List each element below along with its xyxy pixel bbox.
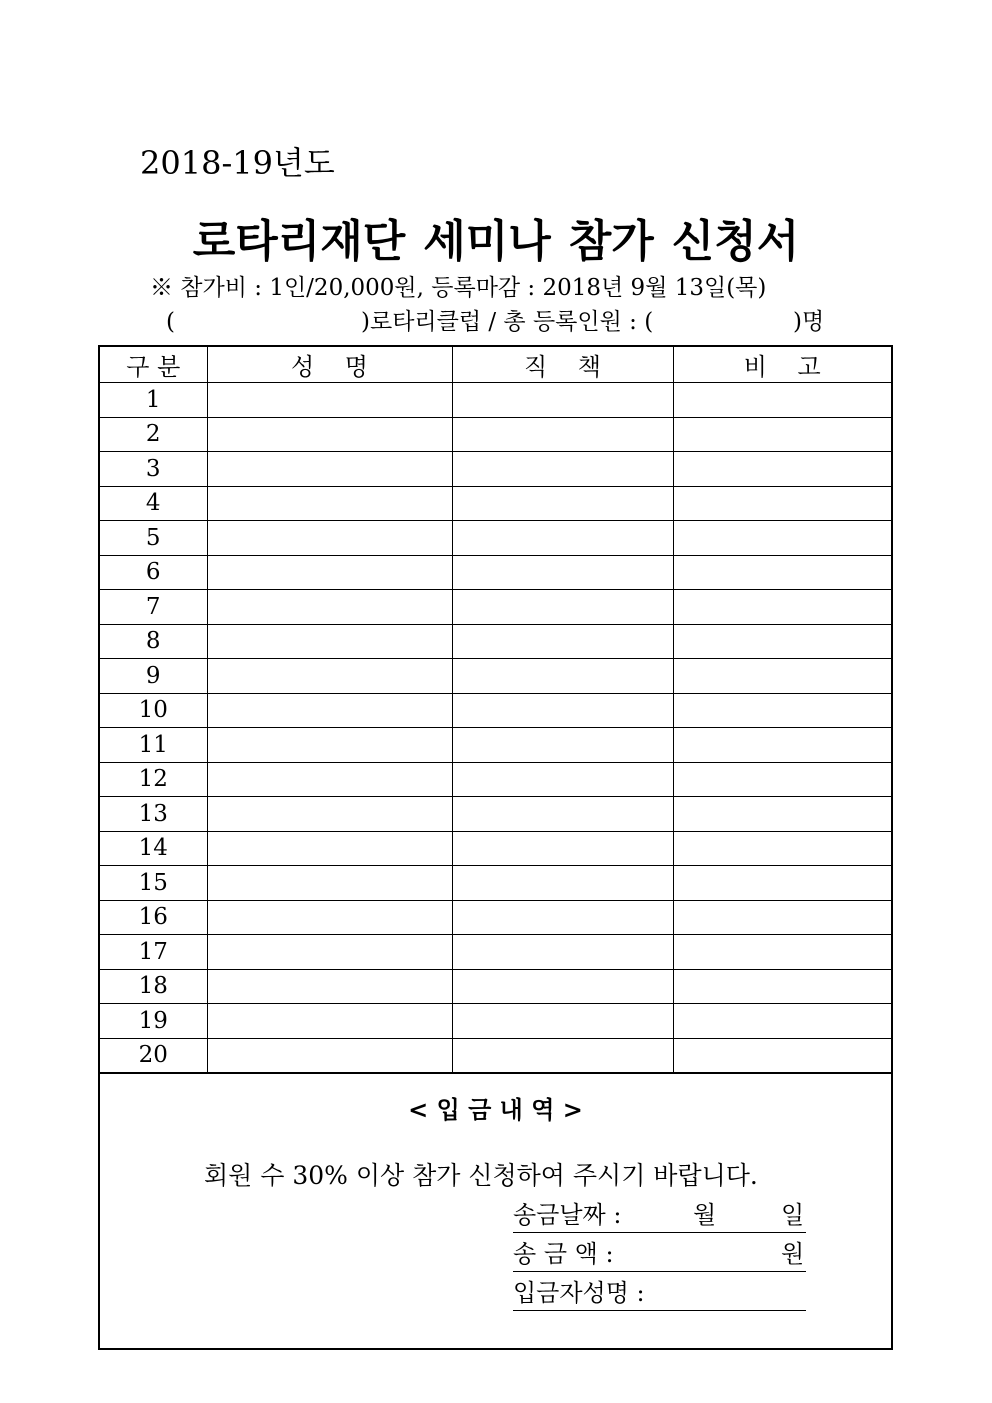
name-cell[interactable] <box>207 728 452 763</box>
remarks-cell[interactable] <box>673 693 891 728</box>
transfer-month-unit: 월 <box>693 1201 717 1229</box>
position-cell[interactable] <box>452 935 673 970</box>
remarks-cell[interactable] <box>673 831 891 866</box>
row-number: 13 <box>100 797 207 832</box>
title-word: 로타리재단 <box>192 216 406 267</box>
row-number: 9 <box>100 659 207 694</box>
payer-name-label: 입금자성명 : <box>513 1279 645 1307</box>
table-row <box>100 969 891 1004</box>
position-cell[interactable] <box>452 417 673 452</box>
position-cell[interactable] <box>452 624 673 659</box>
table-row <box>100 935 891 970</box>
row-number: 12 <box>100 762 207 797</box>
remarks-cell[interactable] <box>673 417 891 452</box>
remarks-cell[interactable] <box>673 383 891 418</box>
position-cell[interactable] <box>452 383 673 418</box>
name-cell[interactable] <box>207 1038 452 1073</box>
title-word: 세미나 <box>423 216 551 267</box>
form-year: 2018-19년도 <box>140 144 335 182</box>
row-number: 2 <box>100 417 207 452</box>
row-number: 8 <box>100 624 207 659</box>
row-number: 11 <box>100 728 207 763</box>
table-row <box>100 555 891 590</box>
row-number: 7 <box>100 590 207 625</box>
position-cell[interactable] <box>452 452 673 487</box>
club-count-close: )명 <box>793 309 825 335</box>
remarks-cell[interactable] <box>673 935 891 970</box>
transfer-amount-line[interactable] <box>513 1237 806 1272</box>
row-number: 6 <box>100 555 207 590</box>
position-cell[interactable] <box>452 659 673 694</box>
name-cell[interactable] <box>207 1004 452 1039</box>
row-number: 5 <box>100 521 207 556</box>
title-word: 신청서 <box>671 216 800 267</box>
position-cell[interactable] <box>452 1004 673 1039</box>
fee-deadline-line: ※ 참가비 : 1인/20,000원, 등록마감 : 2018년 9월 13일(목) <box>150 275 767 301</box>
table-row <box>100 693 891 728</box>
remarks-cell[interactable] <box>673 1038 891 1073</box>
participant-table <box>100 347 891 1074</box>
club-open-paren: ( <box>166 309 175 335</box>
table-row <box>100 728 891 763</box>
remarks-cell[interactable] <box>673 728 891 763</box>
remarks-cell[interactable] <box>673 659 891 694</box>
transfer-amount-label: 송 금 액 : <box>513 1240 614 1268</box>
row-number: 10 <box>100 693 207 728</box>
remarks-cell[interactable] <box>673 762 891 797</box>
payment-notice: 회원 수 30% 이상 참가 신청하여 주시기 바랍니다. <box>204 1161 758 1190</box>
payment-section-title: < 입 금 내 역 > <box>408 1095 583 1124</box>
name-cell[interactable] <box>207 762 452 797</box>
table-row <box>100 624 891 659</box>
row-number: 3 <box>100 452 207 487</box>
name-cell[interactable] <box>207 590 452 625</box>
name-cell[interactable] <box>207 521 452 556</box>
table-row <box>100 831 891 866</box>
remarks-cell[interactable] <box>673 1004 891 1039</box>
position-cell[interactable] <box>452 486 673 521</box>
table-row <box>100 417 891 452</box>
transfer-amount-unit: 원 <box>781 1240 805 1268</box>
table-row <box>100 383 891 418</box>
table-row <box>100 659 891 694</box>
remarks-cell[interactable] <box>673 900 891 935</box>
col-header-position: 직 책 <box>452 347 673 383</box>
table-header-row <box>100 347 891 383</box>
table-row <box>100 1038 891 1073</box>
position-cell[interactable] <box>452 1038 673 1073</box>
position-cell[interactable] <box>452 693 673 728</box>
position-cell[interactable] <box>452 866 673 901</box>
row-number: 16 <box>100 900 207 935</box>
transfer-date-line[interactable] <box>513 1198 806 1233</box>
table-row <box>100 1004 891 1039</box>
name-cell[interactable] <box>207 486 452 521</box>
application-sheet <box>98 345 893 1350</box>
position-cell[interactable] <box>452 590 673 625</box>
remarks-cell[interactable] <box>673 969 891 1004</box>
table-row <box>100 486 891 521</box>
remarks-cell[interactable] <box>673 590 891 625</box>
position-cell[interactable] <box>452 521 673 556</box>
remarks-cell[interactable] <box>673 521 891 556</box>
table-row <box>100 866 891 901</box>
remarks-cell[interactable] <box>673 452 891 487</box>
position-cell[interactable] <box>452 831 673 866</box>
club-line <box>0 305 992 339</box>
remarks-cell[interactable] <box>673 624 891 659</box>
name-cell[interactable] <box>207 452 452 487</box>
row-number: 20 <box>100 1038 207 1073</box>
table-row <box>100 797 891 832</box>
col-header-remarks: 비 고 <box>673 347 891 383</box>
name-cell[interactable] <box>207 383 452 418</box>
name-cell[interactable] <box>207 659 452 694</box>
name-cell[interactable] <box>207 693 452 728</box>
position-cell[interactable] <box>452 728 673 763</box>
name-cell[interactable] <box>207 866 452 901</box>
col-header-number: 구 분 <box>100 347 207 383</box>
table-row <box>100 900 891 935</box>
name-cell[interactable] <box>207 900 452 935</box>
payer-name-line[interactable] <box>513 1276 806 1311</box>
col-header-name: 성 명 <box>207 347 452 383</box>
name-cell[interactable] <box>207 417 452 452</box>
remarks-cell[interactable] <box>673 555 891 590</box>
position-cell[interactable] <box>452 900 673 935</box>
club-name-label: )로타리클럽 / 총 등록인원 : ( <box>361 309 654 335</box>
position-cell[interactable] <box>452 797 673 832</box>
name-cell[interactable] <box>207 935 452 970</box>
row-number: 1 <box>100 383 207 418</box>
name-cell[interactable] <box>207 624 452 659</box>
row-number: 4 <box>100 486 207 521</box>
row-number: 19 <box>100 1004 207 1039</box>
row-number: 18 <box>100 969 207 1004</box>
title-word: 참가 <box>568 216 654 267</box>
name-cell[interactable] <box>207 831 452 866</box>
table-row <box>100 521 891 556</box>
remarks-cell[interactable] <box>673 797 891 832</box>
row-number: 17 <box>100 935 207 970</box>
name-cell[interactable] <box>207 969 452 1004</box>
position-cell[interactable] <box>452 762 673 797</box>
name-cell[interactable] <box>207 797 452 832</box>
transfer-date-label: 송금날짜 : <box>513 1201 622 1229</box>
position-cell[interactable] <box>452 555 673 590</box>
remarks-cell[interactable] <box>673 486 891 521</box>
remarks-cell[interactable] <box>673 866 891 901</box>
table-row <box>100 590 891 625</box>
row-number: 14 <box>100 831 207 866</box>
position-cell[interactable] <box>452 969 673 1004</box>
form-title <box>0 212 992 272</box>
transfer-day-unit: 일 <box>781 1201 805 1229</box>
row-number: 15 <box>100 866 207 901</box>
table-row <box>100 762 891 797</box>
name-cell[interactable] <box>207 555 452 590</box>
table-row <box>100 452 891 487</box>
